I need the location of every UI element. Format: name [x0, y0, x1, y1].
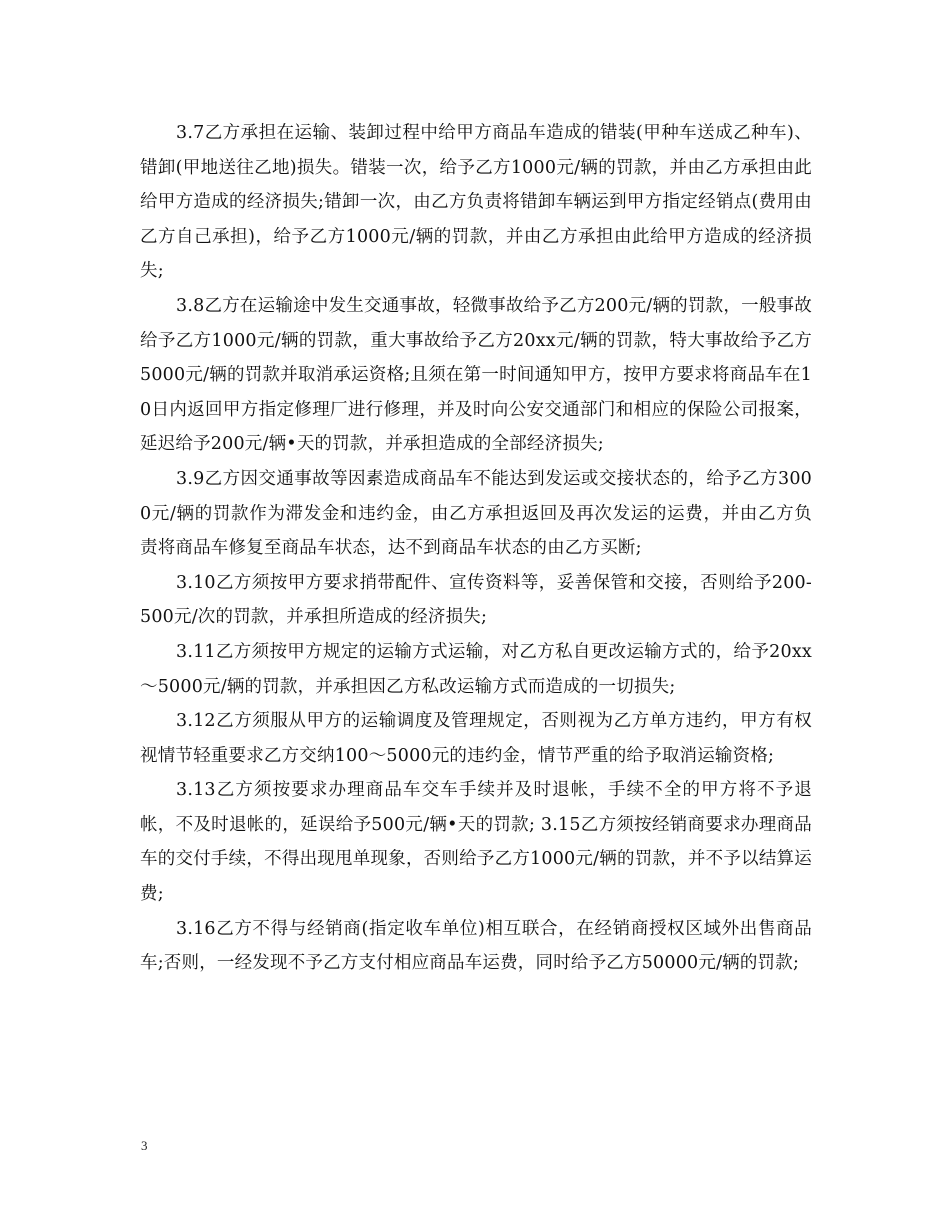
clause-3-12: 3.12乙方须服从甲方的运输调度及管理规定，否则视为乙方单方违约，甲方有权视情节轻重要求乙方交纳100～5000元的违约金，情节严重的给予取消运输资格; [140, 711, 812, 766]
page-number: 3 [141, 1138, 148, 1153]
clause-3-11: 3.11乙方须按甲方规定的运输方式运输，对乙方私自更改运输方式的，给予20xx～5000元/辆的罚款，并承担因乙方私改运输方式而造成的一切损失; [140, 641, 812, 697]
clause-3-7: 3.7乙方承担在运输、装卸过程中给甲方商品车造成的错装(甲种车送成乙种车)、错卸(甲地送往乙地)损失。错装一次，给予乙方1000元/辆的罚款，并由乙方承担由此给甲方造成的经济损失;错卸一次，由乙方负责将错卸车辆运到甲方指定经销点(费用由乙方自己承担)，给予乙方1000元/辆的罚款，并由乙方承担由此给甲方造成的经济损失; [140, 123, 812, 282]
clause-3-16: 3.16乙方不得与经销商(指定收车单位)相互联合，在经销商授权区域外出售商品车;否则，一经发现不予乙方支付相应商品车运费，同时给予乙方50000元/辆的罚款; [140, 918, 812, 974]
clause-3-8: 3.8乙方在运输途中发生交通事故，轻微事故给予乙方200元/辆的罚款，一般事故给予乙方1000元/辆的罚款，重大事故给予乙方20xx元/辆的罚款，特大事故给予乙方5000元/辆的罚款并取消承运资格;且须在第一时间通知甲方，按甲方要求将商品车在10日内返回甲方指定修理厂进行修理，并及时向公安交通部门和相应的保险公司报案，延迟给予200元/辆•天的罚款，并承担造成的全部经济损失; [140, 295, 812, 455]
clause-3-9: 3.9乙方因交通事故等因素造成商品车不能达到发运或交接状态的，给予乙方3000元/辆的罚款作为滞发金和违约金，由乙方承担返回及再次发运的运费，并由乙方负责将商品车修复至商品车状态，达不到商品车状态的由乙方买断; [140, 468, 812, 559]
clause-3-10: 3.10乙方须按甲方要求捎带配件、宣传资料等，妥善保管和交接，否则给予200-500元/次的罚款，并承担所造成的经济损失; [140, 572, 812, 628]
document-body [140, 116, 812, 981]
clause-3-13: 3.13乙方须按要求办理商品车交车手续并及时退帐，手续不全的甲方将不予退帐，不及时退帐的，延误给予500元/辆•天的罚款; 3.15乙方须按经销商要求办理商品车的交付手续，不得出现甩单现象，否则给予乙方1000元/辆的罚款，并不予以结算运费; [140, 780, 812, 905]
